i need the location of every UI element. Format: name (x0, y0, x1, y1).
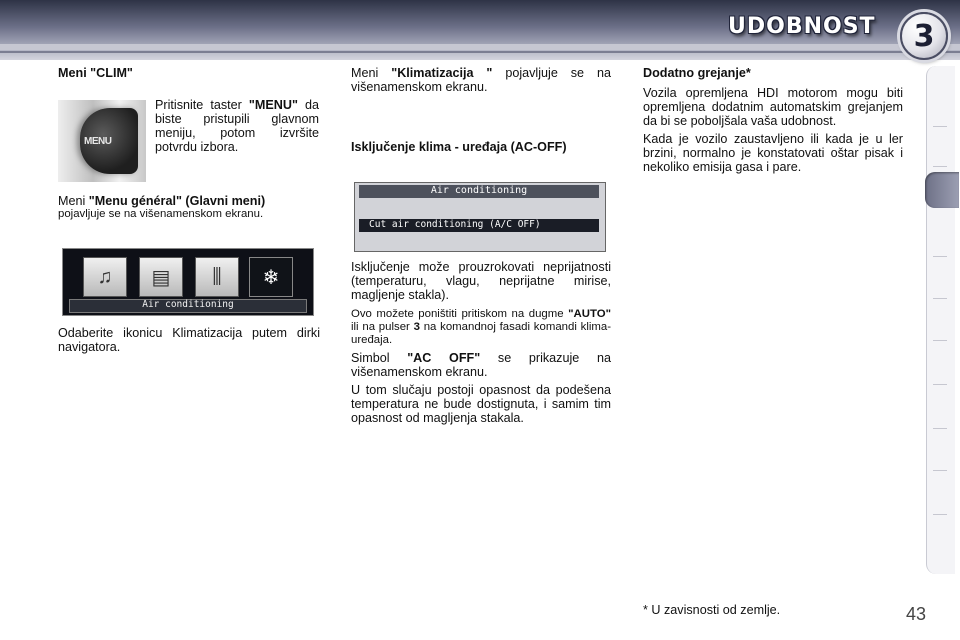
active-chapter-tab (925, 172, 959, 208)
tab-mark (933, 298, 947, 299)
general-menu-screen (62, 248, 314, 316)
page-number: 43 (906, 604, 927, 624)
header-line (0, 51, 960, 53)
menu-button-photo (58, 100, 146, 182)
general-menu-text: Meni "Menu général" (Glavni meni) pojavljuje se na višenamenskom ekranu. (58, 194, 266, 220)
select-icon-text: Odaberite ikonicu Klimatizacija putem dirki navigatora. (58, 326, 320, 354)
screen-item-label: Cut air conditioning (A/C OFF) (369, 219, 541, 230)
menu-button-label: MENU (84, 136, 112, 147)
screen-title-bar (359, 185, 599, 198)
ac-off-p1: Isključenje može prouzrokovati neprijatnosti (temperaturu, vlagu, neprijatne mirise, magljenje stakla). (351, 260, 611, 302)
clim-heading: Meni "CLIM" (58, 66, 133, 80)
ac-menu-screen (354, 182, 606, 252)
klima-intro: Meni "Klimatizacija " pojavljuje se na višenamenskom ekranu. (351, 66, 611, 94)
ac-off-p2: Ovo možete poništiti pritiskom na dugme "AUTO" ili na pulser 3 na komandnoj fasadi komandi klima-uređaja. (351, 308, 611, 346)
tab-mark (933, 514, 947, 515)
tab-mark (933, 384, 947, 385)
tab-mark (933, 340, 947, 341)
radio-icon: ▤ (139, 257, 183, 297)
chapter-badge (900, 12, 948, 60)
section-title: UDOBNOST (728, 14, 876, 39)
screen-title: Air conditioning (430, 185, 528, 196)
air-conditioning-icon: ❄ (249, 257, 293, 297)
settings-sliders-icon: ⫼ (195, 257, 239, 297)
extra-heating-p2: Kada je vozilo zaustavljeno ili kada je u ler brzini, normalno je konstatovati oštar pisak i nekoliko emisija gasa i pare. (643, 132, 903, 174)
tab-mark (933, 256, 947, 257)
screen-selected-item (359, 219, 599, 232)
column-clim-menu (58, 66, 320, 80)
column-ac-off (351, 66, 611, 94)
tab-mark (933, 470, 947, 471)
ac-off-body (351, 260, 611, 425)
chapter-tabs (926, 66, 955, 574)
header-band (0, 0, 960, 60)
extra-heating-heading: Dodatno grejanje* (643, 66, 751, 80)
tab-mark (933, 428, 947, 429)
tab-mark (933, 126, 947, 127)
tab-mark (933, 166, 947, 167)
chapter-number: 3 (913, 18, 935, 54)
header-stripe (0, 44, 960, 50)
ac-off-p4: U tom slučaju postoji opasnost da podešena temperatura ne bude dostignuta, i samim tim opasnost od magljenja stakala. (351, 383, 611, 425)
audio-icon: ♫ (83, 257, 127, 297)
screen-label: Air conditioning (142, 299, 234, 310)
press-menu-text: Pritisnite taster "MENU" da biste pristupili glavnom meniju, potom izvršite potvrdu izbora. (155, 98, 319, 154)
ac-off-heading: Isključenje klima - uređaja (AC-OFF) (351, 140, 567, 154)
ac-off-p3: Simbol "AC OFF" se prikazuje na višenamenskom ekranu. (351, 351, 611, 379)
column-extra-heating (643, 66, 903, 174)
screen-label-bar (69, 299, 307, 313)
footnote: * U zavisnosti od zemlje. (643, 603, 781, 617)
extra-heating-p1: Vozila opremljena HDI motorom mogu biti opremljena dodatnim automatskim grejanjem da bi se poboljšala vaša udobnost. (643, 86, 903, 128)
